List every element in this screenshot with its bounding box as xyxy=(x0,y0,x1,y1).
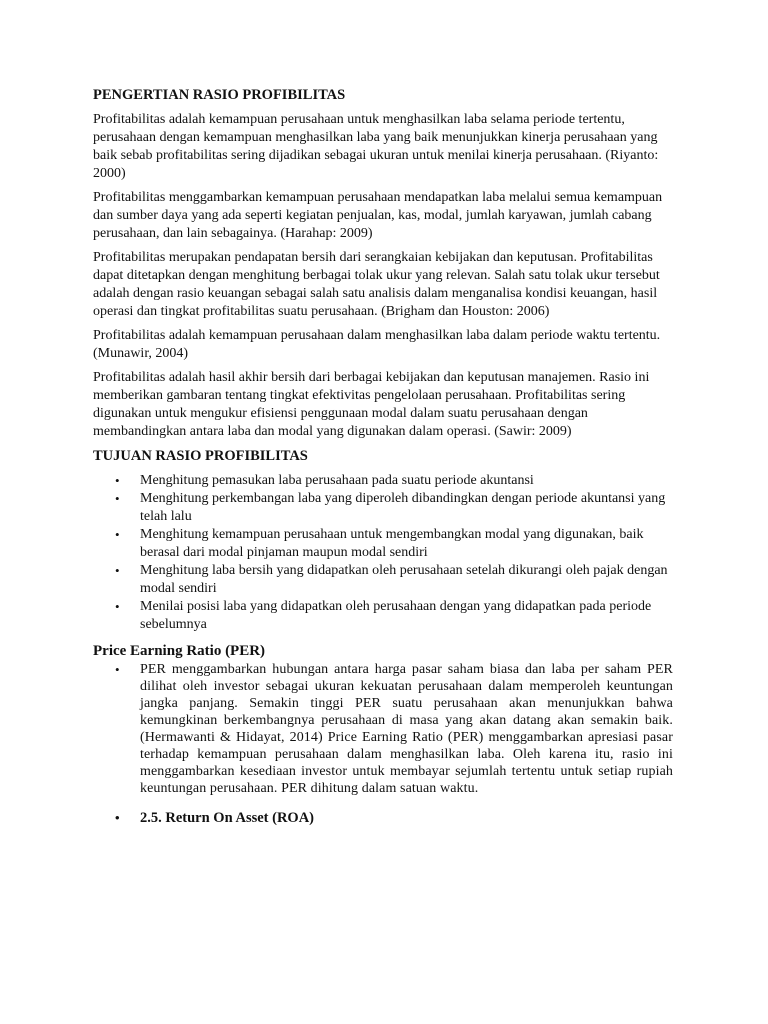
tujuan-list xyxy=(93,472,673,634)
paragraph-munawir: Profitabilitas adalah kemampuan perusahaan dalam menghasilkan laba dalam periode waktu tertentu. (Munawir, 2004) xyxy=(93,328,661,361)
bullet-icon: • xyxy=(115,563,120,578)
roa-list xyxy=(93,809,673,827)
bullet-icon: • xyxy=(115,810,120,825)
list-item xyxy=(93,661,673,797)
list-item xyxy=(93,472,673,490)
paragraph-brigham: Profitabilitas merupakan pendapatan bersih dari serangkaian kebijakan dan keputusan. Profitabilitas dapat ditetapkan dengan menghitung berbagai tolak ukur yang relevan. Salah satu tolak ukur tersebut adalah dengan rasio keuangan sebagai salah satu analisis dalam menganalisa kondisi keuangan, hasil operasi dan tingkat profitabilitas suatu perusahaan. (Brigham dan Houston: 2006) xyxy=(93,250,660,319)
bullet-icon: • xyxy=(115,473,120,488)
list-item-text: Menghitung perkembangan laba yang diperoleh dibandingkan dengan periode akuntansi yang telah lalu xyxy=(140,491,666,524)
bullet-icon: • xyxy=(115,662,120,677)
list-item xyxy=(93,598,673,634)
paragraph-harahap: Profitabilitas menggambarkan kemampuan perusahaan mendapatkan laba melalui semua kemampuan dan sumber daya yang ada seperti kegiatan penjualan, kas, modal, jumlah karyawan, jumlah cabang perusahaan, dan lain sebagainya. (Harahap: 2009) xyxy=(93,190,663,241)
list-item xyxy=(93,490,673,526)
list-item xyxy=(93,562,673,598)
per-list xyxy=(93,661,673,797)
list-item xyxy=(93,809,673,827)
bullet-icon: • xyxy=(115,599,120,614)
paragraph-sawir: Profitabilitas adalah hasil akhir bersih dari berbagai kebijakan dan keputusan manajemen. Rasio ini memberikan gambaran tentang tingkat efektivitas pengelolaan perusahaan. Profitabilitas sering digunakan untuk mengukur efisiensi penggunaan modal dalam suatu perusahaan dengan membandingkan antara laba dan modal yang digunakan dalam operasi. (Sawir: 2009) xyxy=(93,370,650,439)
per-description: PER menggambarkan hubungan antara harga pasar saham biasa dan laba per saham PER dilihat oleh investor sebagai ukuran kekuatan perusahaan dalam memperoleh keuntungan jangka panjang. Semakin tinggi PER suatu perusahaan akan menunjukkan bahwa kemungkinan berkembangnya perusahaan di masa yang akan datang akan semakin baik. (Hermawanti & Hidayat, 2014) Price Earning Ratio (PER) menggambarkan apresiasi pasar terhadap kemampuan perusahaan dalam menghasilkan laba. Oleh karena itu, rasio ini menggambarkan kesediaan investor untuk membayar sejumlah tertentu untuk setiap rupiah keuntungan perusahaan. PER dihitung dalam satuan waktu. xyxy=(140,662,673,796)
list-item-text: Menghitung laba bersih yang didapatkan oleh perusahaan setelah dikurangi oleh pajak dengan modal sendiri xyxy=(140,563,668,596)
section-heading-per: Price Earning Ratio (PER) xyxy=(93,643,266,659)
section-heading-tujuan: TUJUAN RASIO PROFIBILITAS xyxy=(93,448,308,464)
bullet-icon: • xyxy=(115,527,120,542)
paragraph-riyanto: Profitabilitas adalah kemampuan perusahaan untuk menghasilkan laba selama periode tertentu, perusahaan dengan kemampuan menghasilkan laba yang baik menunjukkan kinerja perusahaan yang baik sebab profitabilitas sering dijadikan sebagai ukuran untuk menilai kinerja perusahaan. (Riyanto: 2000) xyxy=(93,112,659,181)
list-item-text: Menilai posisi laba yang didapatkan oleh perusahaan dengan yang didapatkan pada periode sebelumnya xyxy=(140,599,652,632)
list-item-text: Menghitung kemampuan perusahaan untuk mengembangkan modal yang digunakan, baik berasal dari modal pinjaman maupun modal sendiri xyxy=(140,527,644,560)
list-item-text: Menghitung pemasukan laba perusahaan pada suatu periode akuntansi xyxy=(140,473,534,488)
section-heading-pengertian: PENGERTIAN RASIO PROFIBILITAS xyxy=(93,87,346,103)
bullet-icon: • xyxy=(115,491,120,506)
section-heading-roa: 2.5. Return On Asset (ROA) xyxy=(140,810,314,826)
document-page xyxy=(93,86,673,831)
list-item xyxy=(93,526,673,562)
